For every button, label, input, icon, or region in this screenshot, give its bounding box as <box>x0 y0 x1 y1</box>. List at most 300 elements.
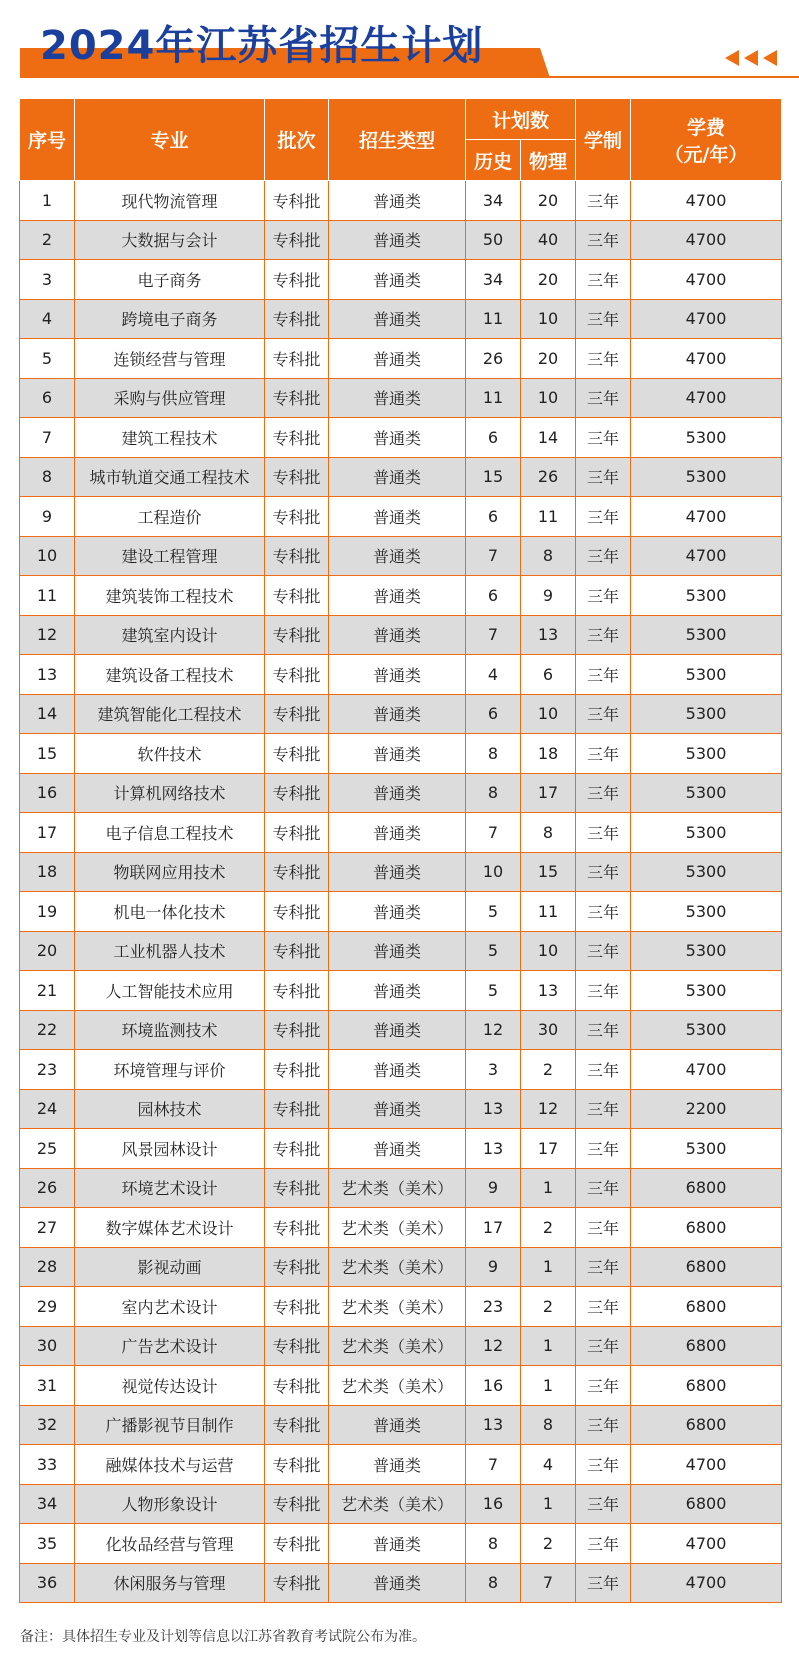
cell-type: 普通类 <box>329 299 466 339</box>
cell-history: 7 <box>466 615 521 655</box>
cell-history: 5 <box>466 931 521 971</box>
cell-type: 普通类 <box>329 852 466 892</box>
cell-physics: 10 <box>521 931 576 971</box>
cell-batch: 专科批 <box>265 1089 329 1129</box>
cell-fee: 6800 <box>631 1405 782 1445</box>
cell-history: 26 <box>466 339 521 379</box>
cell-physics: 26 <box>521 457 576 497</box>
table-row <box>20 892 782 932</box>
table-row <box>20 1484 782 1524</box>
cell-physics: 10 <box>521 378 576 418</box>
cell-no: 16 <box>20 773 75 813</box>
cell-history: 8 <box>466 1563 521 1603</box>
cell-batch: 专科批 <box>265 378 329 418</box>
cell-major: 环境艺术设计 <box>75 1168 265 1208</box>
cell-duration: 三年 <box>576 181 631 221</box>
cell-history: 6 <box>466 694 521 734</box>
cell-major: 风景园林设计 <box>75 1129 265 1169</box>
cell-duration: 三年 <box>576 971 631 1011</box>
cell-major: 电子商务 <box>75 260 265 300</box>
cell-fee: 5300 <box>631 576 782 616</box>
cell-duration: 三年 <box>576 1089 631 1129</box>
header-major: 专业 <box>75 99 265 181</box>
cell-batch: 专科批 <box>265 1524 329 1564</box>
cell-duration: 三年 <box>576 892 631 932</box>
cell-no: 17 <box>20 813 75 853</box>
table-row <box>20 220 782 260</box>
cell-history: 34 <box>466 260 521 300</box>
cell-type: 普通类 <box>329 181 466 221</box>
cell-no: 8 <box>20 457 75 497</box>
cell-history: 13 <box>466 1089 521 1129</box>
cell-type: 普通类 <box>329 1129 466 1169</box>
cell-duration: 三年 <box>576 378 631 418</box>
cell-fee: 5300 <box>631 655 782 695</box>
cell-major: 工业机器人技术 <box>75 931 265 971</box>
cell-batch: 专科批 <box>265 536 329 576</box>
cell-physics: 8 <box>521 813 576 853</box>
cell-batch: 专科批 <box>265 1208 329 1248</box>
cell-history: 11 <box>466 299 521 339</box>
cell-batch: 专科批 <box>265 1168 329 1208</box>
cell-history: 4 <box>466 655 521 695</box>
cell-physics: 1 <box>521 1366 576 1406</box>
cell-type: 普通类 <box>329 1010 466 1050</box>
cell-physics: 1 <box>521 1247 576 1287</box>
table-row <box>20 1010 782 1050</box>
decorative-arrows <box>725 50 777 66</box>
cell-major: 连锁经营与管理 <box>75 339 265 379</box>
cell-history: 34 <box>466 181 521 221</box>
footnote: 备注：具体招生专业及计划等信息以江苏省教育考试院公布为准。 <box>20 1629 426 1645</box>
cell-duration: 三年 <box>576 615 631 655</box>
cell-physics: 11 <box>521 497 576 537</box>
cell-no: 25 <box>20 1129 75 1169</box>
cell-no: 12 <box>20 615 75 655</box>
cell-type: 普通类 <box>329 655 466 695</box>
cell-duration: 三年 <box>576 576 631 616</box>
cell-duration: 三年 <box>576 694 631 734</box>
header-type: 招生类型 <box>329 99 466 181</box>
cell-history: 8 <box>466 734 521 774</box>
cell-batch: 专科批 <box>265 1129 329 1169</box>
cell-no: 10 <box>20 536 75 576</box>
cell-duration: 三年 <box>576 773 631 813</box>
cell-duration: 三年 <box>576 497 631 537</box>
header-fee <box>631 99 782 181</box>
table-row <box>20 181 782 221</box>
header-batch: 批次 <box>265 99 329 181</box>
cell-history: 5 <box>466 971 521 1011</box>
cell-batch: 专科批 <box>265 971 329 1011</box>
cell-history: 16 <box>466 1366 521 1406</box>
cell-type: 艺术类（美术） <box>329 1326 466 1366</box>
cell-physics: 15 <box>521 852 576 892</box>
cell-major: 视觉传达设计 <box>75 1366 265 1406</box>
cell-type: 普通类 <box>329 931 466 971</box>
cell-duration: 三年 <box>576 299 631 339</box>
cell-physics: 1 <box>521 1326 576 1366</box>
cell-duration: 三年 <box>576 1484 631 1524</box>
table-row <box>20 655 782 695</box>
page-title: 2024年江苏省招生计划 <box>40 23 484 69</box>
cell-no: 19 <box>20 892 75 932</box>
cell-type: 普通类 <box>329 497 466 537</box>
cell-batch: 专科批 <box>265 1366 329 1406</box>
cell-history: 3 <box>466 1050 521 1090</box>
cell-fee: 5300 <box>631 892 782 932</box>
table-row <box>20 418 782 458</box>
cell-type: 普通类 <box>329 773 466 813</box>
cell-batch: 专科批 <box>265 1010 329 1050</box>
triangle-left-icon <box>744 50 758 66</box>
cell-no: 4 <box>20 299 75 339</box>
cell-type: 普通类 <box>329 418 466 458</box>
cell-history: 13 <box>466 1405 521 1445</box>
cell-duration: 三年 <box>576 220 631 260</box>
cell-no: 3 <box>20 260 75 300</box>
cell-duration: 三年 <box>576 1405 631 1445</box>
cell-physics: 17 <box>521 773 576 813</box>
cell-physics: 7 <box>521 1563 576 1603</box>
cell-no: 23 <box>20 1050 75 1090</box>
cell-type: 普通类 <box>329 536 466 576</box>
table-row <box>20 260 782 300</box>
cell-duration: 三年 <box>576 1010 631 1050</box>
cell-batch: 专科批 <box>265 457 329 497</box>
cell-duration: 三年 <box>576 260 631 300</box>
cell-major: 建筑室内设计 <box>75 615 265 655</box>
cell-fee: 6800 <box>631 1247 782 1287</box>
cell-major: 电子信息工程技术 <box>75 813 265 853</box>
cell-batch: 专科批 <box>265 615 329 655</box>
cell-physics: 2 <box>521 1050 576 1090</box>
cell-major: 人物形象设计 <box>75 1484 265 1524</box>
cell-no: 26 <box>20 1168 75 1208</box>
cell-duration: 三年 <box>576 1366 631 1406</box>
cell-type: 普通类 <box>329 1524 466 1564</box>
table-row <box>20 1168 782 1208</box>
cell-batch: 专科批 <box>265 1050 329 1090</box>
cell-history: 12 <box>466 1326 521 1366</box>
cell-no: 30 <box>20 1326 75 1366</box>
cell-duration: 三年 <box>576 418 631 458</box>
table-row <box>20 971 782 1011</box>
cell-no: 24 <box>20 1089 75 1129</box>
cell-batch: 专科批 <box>265 1445 329 1485</box>
header-physics: 物理 <box>521 140 576 181</box>
cell-physics: 10 <box>521 299 576 339</box>
cell-major: 融媒体技术与运营 <box>75 1445 265 1485</box>
cell-no: 28 <box>20 1247 75 1287</box>
table-row <box>20 734 782 774</box>
cell-physics: 8 <box>521 536 576 576</box>
cell-no: 14 <box>20 694 75 734</box>
cell-physics: 20 <box>521 260 576 300</box>
cell-batch: 专科批 <box>265 418 329 458</box>
table-row <box>20 299 782 339</box>
cell-fee: 5300 <box>631 694 782 734</box>
cell-history: 11 <box>466 378 521 418</box>
cell-fee: 5300 <box>631 852 782 892</box>
cell-duration: 三年 <box>576 536 631 576</box>
cell-no: 6 <box>20 378 75 418</box>
cell-duration: 三年 <box>576 852 631 892</box>
table-row <box>20 1326 782 1366</box>
cell-fee: 4700 <box>631 1563 782 1603</box>
table-row <box>20 1366 782 1406</box>
header-fee-line2: （元/年） <box>664 143 748 166</box>
cell-fee: 5300 <box>631 615 782 655</box>
cell-duration: 三年 <box>576 734 631 774</box>
cell-batch: 专科批 <box>265 1484 329 1524</box>
cell-type: 艺术类（美术） <box>329 1208 466 1248</box>
cell-batch: 专科批 <box>265 1326 329 1366</box>
table-row <box>20 1287 782 1327</box>
title-underline <box>545 76 799 78</box>
cell-batch: 专科批 <box>265 813 329 853</box>
cell-no: 29 <box>20 1287 75 1327</box>
cell-batch: 专科批 <box>265 892 329 932</box>
cell-fee: 4700 <box>631 220 782 260</box>
cell-major: 建设工程管理 <box>75 536 265 576</box>
cell-history: 15 <box>466 457 521 497</box>
cell-major: 大数据与会计 <box>75 220 265 260</box>
cell-physics: 8 <box>521 1405 576 1445</box>
cell-no: 13 <box>20 655 75 695</box>
cell-fee: 5300 <box>631 1010 782 1050</box>
cell-batch: 专科批 <box>265 1405 329 1445</box>
table-row <box>20 852 782 892</box>
cell-type: 艺术类（美术） <box>329 1287 466 1327</box>
cell-duration: 三年 <box>576 1129 631 1169</box>
cell-history: 6 <box>466 576 521 616</box>
cell-batch: 专科批 <box>265 497 329 537</box>
cell-fee: 4700 <box>631 378 782 418</box>
table-row <box>20 576 782 616</box>
cell-batch: 专科批 <box>265 1563 329 1603</box>
cell-type: 普通类 <box>329 734 466 774</box>
cell-physics: 18 <box>521 734 576 774</box>
cell-physics: 2 <box>521 1524 576 1564</box>
cell-physics: 12 <box>521 1089 576 1129</box>
table-body <box>20 181 782 1603</box>
cell-major: 广告艺术设计 <box>75 1326 265 1366</box>
cell-major: 跨境电子商务 <box>75 299 265 339</box>
table-row <box>20 339 782 379</box>
cell-major: 环境监测技术 <box>75 1010 265 1050</box>
cell-fee: 4700 <box>631 181 782 221</box>
cell-batch: 专科批 <box>265 694 329 734</box>
table-row <box>20 497 782 537</box>
cell-major: 建筑工程技术 <box>75 418 265 458</box>
cell-history: 7 <box>466 536 521 576</box>
cell-major: 建筑设备工程技术 <box>75 655 265 695</box>
cell-history: 8 <box>466 1524 521 1564</box>
cell-no: 7 <box>20 418 75 458</box>
header-no: 序号 <box>20 99 75 181</box>
cell-batch: 专科批 <box>265 1287 329 1327</box>
cell-fee: 5300 <box>631 734 782 774</box>
header-fee-line1: 学费 <box>687 116 726 139</box>
table-row <box>20 378 782 418</box>
cell-type: 普通类 <box>329 220 466 260</box>
cell-fee: 2200 <box>631 1089 782 1129</box>
cell-history: 8 <box>466 773 521 813</box>
cell-duration: 三年 <box>576 1445 631 1485</box>
cell-physics: 1 <box>521 1484 576 1524</box>
cell-major: 环境管理与评价 <box>75 1050 265 1090</box>
cell-type: 普通类 <box>329 1563 466 1603</box>
cell-major: 园林技术 <box>75 1089 265 1129</box>
cell-major: 人工智能技术应用 <box>75 971 265 1011</box>
table-row <box>20 694 782 734</box>
cell-physics: 14 <box>521 418 576 458</box>
cell-no: 22 <box>20 1010 75 1050</box>
cell-no: 5 <box>20 339 75 379</box>
cell-no: 34 <box>20 1484 75 1524</box>
cell-fee: 6800 <box>631 1287 782 1327</box>
cell-history: 10 <box>466 852 521 892</box>
cell-major: 城市轨道交通工程技术 <box>75 457 265 497</box>
table-row <box>20 1563 782 1603</box>
header-history: 历史 <box>466 140 521 181</box>
cell-history: 17 <box>466 1208 521 1248</box>
cell-no: 11 <box>20 576 75 616</box>
cell-no: 31 <box>20 1366 75 1406</box>
cell-no: 21 <box>20 971 75 1011</box>
cell-type: 普通类 <box>329 1405 466 1445</box>
table-row <box>20 1208 782 1248</box>
cell-major: 数字媒体艺术设计 <box>75 1208 265 1248</box>
cell-history: 50 <box>466 220 521 260</box>
cell-physics: 13 <box>521 971 576 1011</box>
cell-batch: 专科批 <box>265 734 329 774</box>
cell-batch: 专科批 <box>265 852 329 892</box>
cell-physics: 40 <box>521 220 576 260</box>
table-row <box>20 1247 782 1287</box>
cell-fee: 5300 <box>631 418 782 458</box>
cell-no: 27 <box>20 1208 75 1248</box>
cell-history: 6 <box>466 418 521 458</box>
cell-duration: 三年 <box>576 655 631 695</box>
cell-fee: 5300 <box>631 931 782 971</box>
cell-physics: 9 <box>521 576 576 616</box>
cell-fee: 5300 <box>631 813 782 853</box>
cell-major: 软件技术 <box>75 734 265 774</box>
cell-batch: 专科批 <box>265 931 329 971</box>
cell-fee: 6800 <box>631 1168 782 1208</box>
cell-duration: 三年 <box>576 339 631 379</box>
cell-type: 普通类 <box>329 892 466 932</box>
cell-batch: 专科批 <box>265 773 329 813</box>
cell-no: 2 <box>20 220 75 260</box>
cell-batch: 专科批 <box>265 1247 329 1287</box>
table-row <box>20 1050 782 1090</box>
cell-history: 6 <box>466 497 521 537</box>
cell-type: 普通类 <box>329 378 466 418</box>
cell-fee: 6800 <box>631 1208 782 1248</box>
cell-fee: 4700 <box>631 299 782 339</box>
cell-fee: 4700 <box>631 260 782 300</box>
cell-history: 7 <box>466 813 521 853</box>
cell-type: 普通类 <box>329 260 466 300</box>
cell-history: 9 <box>466 1168 521 1208</box>
title-banner <box>20 18 550 78</box>
cell-fee: 5300 <box>631 971 782 1011</box>
cell-no: 33 <box>20 1445 75 1485</box>
cell-duration: 三年 <box>576 1326 631 1366</box>
cell-history: 13 <box>466 1129 521 1169</box>
cell-fee: 4700 <box>631 1445 782 1485</box>
cell-batch: 专科批 <box>265 220 329 260</box>
cell-fee: 5300 <box>631 773 782 813</box>
cell-physics: 2 <box>521 1287 576 1327</box>
cell-duration: 三年 <box>576 457 631 497</box>
cell-duration: 三年 <box>576 1168 631 1208</box>
cell-physics: 10 <box>521 694 576 734</box>
cell-no: 18 <box>20 852 75 892</box>
cell-duration: 三年 <box>576 931 631 971</box>
cell-fee: 4700 <box>631 497 782 537</box>
cell-major: 机电一体化技术 <box>75 892 265 932</box>
cell-physics: 17 <box>521 1129 576 1169</box>
triangle-left-icon <box>725 50 739 66</box>
cell-physics: 13 <box>521 615 576 655</box>
cell-history: 9 <box>466 1247 521 1287</box>
cell-fee: 6800 <box>631 1484 782 1524</box>
cell-major: 现代物流管理 <box>75 181 265 221</box>
cell-physics: 20 <box>521 339 576 379</box>
enrollment-plan-table <box>19 98 782 1603</box>
table-row <box>20 1445 782 1485</box>
cell-major: 建筑智能化工程技术 <box>75 694 265 734</box>
cell-batch: 专科批 <box>265 339 329 379</box>
cell-fee: 5300 <box>631 457 782 497</box>
cell-no: 32 <box>20 1405 75 1445</box>
cell-batch: 专科批 <box>265 299 329 339</box>
cell-type: 普通类 <box>329 457 466 497</box>
cell-history: 23 <box>466 1287 521 1327</box>
cell-fee: 4700 <box>631 1524 782 1564</box>
cell-major: 建筑装饰工程技术 <box>75 576 265 616</box>
cell-physics: 1 <box>521 1168 576 1208</box>
cell-type: 普通类 <box>329 813 466 853</box>
cell-no: 20 <box>20 931 75 971</box>
cell-duration: 三年 <box>576 1247 631 1287</box>
cell-duration: 三年 <box>576 1563 631 1603</box>
cell-major: 广播影视节目制作 <box>75 1405 265 1445</box>
cell-history: 16 <box>466 1484 521 1524</box>
cell-history: 5 <box>466 892 521 932</box>
table-row <box>20 813 782 853</box>
cell-major: 化妆品经营与管理 <box>75 1524 265 1564</box>
cell-major: 室内艺术设计 <box>75 1287 265 1327</box>
cell-no: 15 <box>20 734 75 774</box>
cell-physics: 30 <box>521 1010 576 1050</box>
cell-physics: 20 <box>521 181 576 221</box>
cell-type: 艺术类（美术） <box>329 1484 466 1524</box>
cell-type: 艺术类（美术） <box>329 1168 466 1208</box>
triangle-left-icon <box>763 50 777 66</box>
cell-physics: 11 <box>521 892 576 932</box>
table-row <box>20 536 782 576</box>
cell-no: 9 <box>20 497 75 537</box>
cell-no: 36 <box>20 1563 75 1603</box>
cell-history: 12 <box>466 1010 521 1050</box>
cell-no: 1 <box>20 181 75 221</box>
cell-batch: 专科批 <box>265 260 329 300</box>
